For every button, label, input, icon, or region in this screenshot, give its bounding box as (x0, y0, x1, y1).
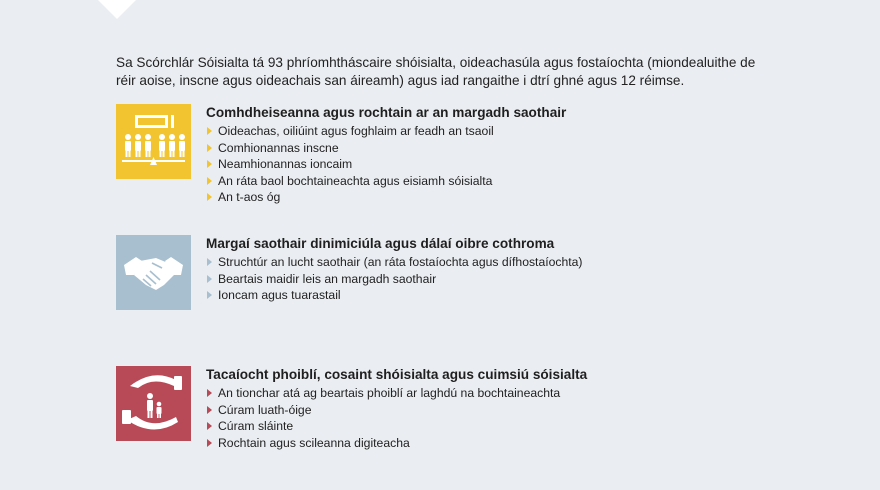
equal-opportunities-icon (116, 104, 191, 179)
list-item: Comhionannas inscne (206, 140, 766, 157)
bullet-arrow-icon (207, 422, 212, 430)
bullet-arrow-icon (207, 291, 212, 299)
section-heading: Comhdheiseanna agus rochtain ar an margadh saothair (206, 105, 567, 120)
list-item: Cúram luath-óige (206, 402, 766, 419)
list-item: Cúram sláinte (206, 418, 766, 435)
bullet-arrow-icon (207, 389, 212, 397)
list-item: An ráta baol bochtaineachta agus eisiamh sóisialta (206, 173, 766, 190)
list-item: Beartais maidir leis an margadh saothair (206, 271, 766, 288)
list-item: An tionchar atá ag beartais phoiblí ar laghdú na bochtaineachta (206, 385, 766, 402)
bullet-arrow-icon (207, 160, 212, 168)
header-notch (97, 0, 137, 19)
indicator-list (206, 254, 766, 304)
list-item: Neamhionannas ioncaim (206, 156, 766, 173)
list-item: Rochtain agus scileanna digiteacha (206, 435, 766, 452)
list-item: An t-aos óg (206, 189, 766, 206)
list-item: Ioncam agus tuarastail (206, 287, 766, 304)
section-heading: Margaí saothair dinimiciúla agus dálaí oibre cothroma (206, 236, 555, 251)
bullet-arrow-icon (207, 439, 212, 447)
bullet-arrow-icon (207, 275, 212, 283)
protective-hands-family-icon (116, 366, 191, 441)
section-heading: Tacaíocht phoiblí, cosaint shóisialta agus cuimsiú sóisialta (206, 367, 588, 382)
indicator-list (206, 385, 766, 451)
bullet-arrow-icon (207, 406, 212, 414)
bullet-arrow-icon (207, 258, 212, 266)
bullet-arrow-icon (207, 177, 212, 185)
list-item: Struchtúr an lucht saothair (an ráta fostaíochta agus dífhostaíochta) (206, 254, 766, 271)
list-item: Oideachas, oiliúint agus foghlaim ar feadh an tsaoil (206, 123, 766, 140)
indicator-list (206, 123, 766, 206)
bullet-arrow-icon (207, 193, 212, 201)
handshake-icon (116, 235, 191, 310)
bullet-arrow-icon (207, 144, 212, 152)
bullet-arrow-icon (207, 127, 212, 135)
intro-paragraph: Sa Scórchlár Sóisialta tá 93 phríomhtháscaire shóisialta, oideachasúla agus fostaíochta (miondealuithe de réir aoise, inscne agus oideachais san áireamh) agus iad rangaithe i dtrí ghné agus 12 réimse. (116, 55, 756, 88)
